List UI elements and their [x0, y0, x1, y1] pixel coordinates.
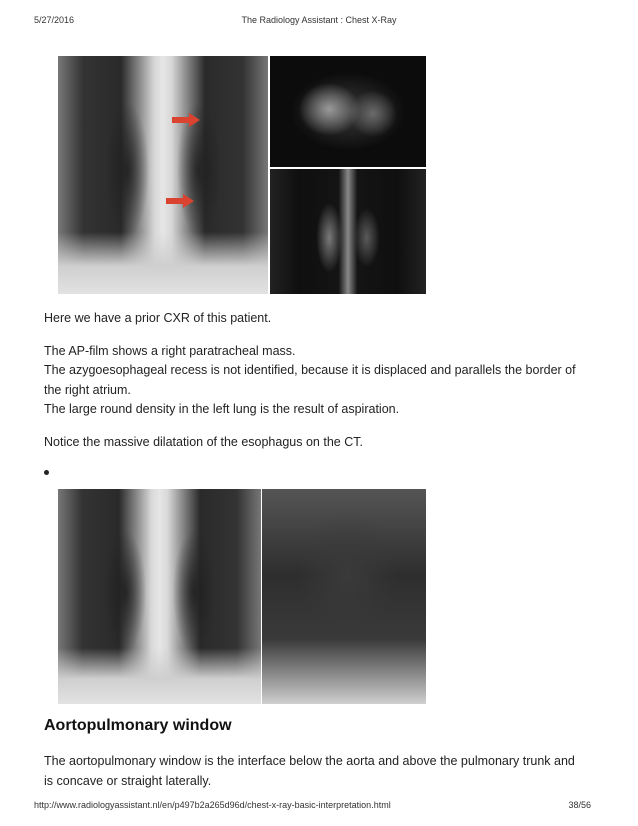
axial-ct-image — [270, 56, 426, 167]
ap-chest-xray-image — [58, 56, 268, 294]
arrow-icon — [189, 113, 200, 127]
list-bullet — [44, 470, 49, 475]
lateral-chest-xray-image — [262, 489, 426, 704]
page-url: http://www.radiologyassistant.nl/en/p497b2a265d96d/chest-x-ray-basic-interpretation.html — [34, 800, 391, 810]
print-title: The Radiology Assistant : Chest X-Ray — [241, 15, 397, 25]
paragraph-prior-cxr: Here we have a prior CXR of this patient. — [44, 311, 272, 325]
coronal-ct-image — [270, 169, 426, 294]
paragraph-esophagus: Notice the massive dilatation of the esophagus on the CT. — [44, 435, 363, 449]
page-number: 38/56 — [568, 800, 591, 810]
pa-chest-xray-image — [58, 489, 261, 704]
paragraph-aspiration: The large round density in the left lung is the result of aspiration. — [44, 402, 400, 416]
print-footer — [0, 800, 638, 812]
paragraph-ap-window: The aortopulmonary window is the interface below the aorta and above the pulmonary trunk and is concave or straight laterally. — [44, 754, 575, 788]
paragraph-azygoesophageal: The azygoesophageal recess is not identified, because it is displaced and parallels the border of the right atrium. — [44, 363, 576, 397]
print-header — [0, 15, 638, 27]
arrow-icon — [183, 194, 194, 208]
section-heading: Aortopulmonary window — [44, 717, 232, 734]
print-date: 5/27/2016 — [34, 15, 75, 25]
paragraph-ap-film: The AP-film shows a right paratracheal mass. — [44, 344, 296, 358]
